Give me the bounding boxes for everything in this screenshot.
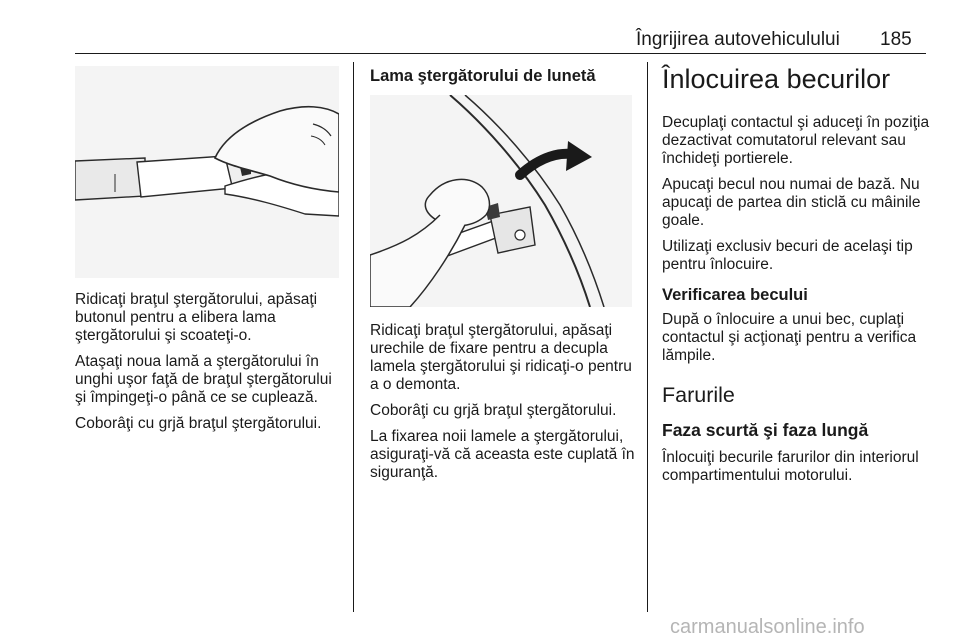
watermark: carmanualsonline.info bbox=[670, 616, 865, 638]
right-intro-3: Utilizaţi exclusiv becuri de acelaşi tip pentru înlocuire. bbox=[662, 238, 913, 273]
headlights-title: Farurile bbox=[662, 383, 735, 407]
left-column bbox=[75, 291, 345, 441]
middle-column bbox=[370, 322, 640, 490]
beam-text: Înlocuiţi becurile farurilor din interiorul compartimentului motorului. bbox=[662, 449, 919, 484]
bulb-check-text: După o înlocuire a unui bec, cuplaţi contactul şi acţionaţi pentru a verifica lămpile. bbox=[662, 311, 917, 364]
right-column bbox=[662, 64, 932, 493]
bulb-replacement-title: Înlocuirea becurilor bbox=[662, 64, 891, 94]
right-intro-2: Apucaţi becul nou numai de bază. Nu apucaţi de partea din sticlă cu mâinile goale. bbox=[662, 176, 921, 229]
wiper-blade-release-illustration bbox=[75, 66, 339, 278]
left-paragraph-2: Ataşaţi noua lamă a ştergătorului în unghi uşor faţă de braţul ştergătorului şi împingeţi-o până ce se cuplează. bbox=[75, 353, 332, 406]
middle-heading-wrap bbox=[370, 67, 640, 92]
right-intro-1: Decuplaţi contactul şi aduceţi în poziţia dezactivat comutatorul relevant sau închideţi portierele. bbox=[662, 114, 930, 167]
left-paragraph-1: Ridicaţi braţul ştergătorului, apăsaţi butonul pentru a elibera lama ştergătorului şi scoateţi-o. bbox=[75, 291, 318, 344]
bulb-check-heading: Verificarea becului bbox=[662, 286, 808, 304]
left-paragraph-3: Coborâţi cu grjă braţul ştergătorului. bbox=[75, 415, 322, 432]
middle-paragraph-2: Coborâţi cu grjă braţul ştergătorului. bbox=[370, 402, 617, 419]
rear-wiper-heading: Lama ştergătorului de lunetă bbox=[370, 67, 596, 85]
middle-paragraph-3: La fixarea noii lamele a ştergătorului, asiguraţi-vă că aceasta este cuplată în siguranţă. bbox=[370, 428, 635, 481]
column-divider-left bbox=[353, 62, 354, 612]
header-rule bbox=[75, 53, 926, 54]
beam-heading: Faza scurtă şi faza lungă bbox=[662, 420, 869, 440]
header-title: Îngrijirea autovehiculului bbox=[636, 29, 840, 50]
column-divider-right bbox=[647, 62, 648, 612]
middle-paragraph-1: Ridicaţi braţul ştergătorului, apăsaţi urechile de fixare pentru a decupla lamela ştergătorului şi ridicaţi-o pentru a o demonta. bbox=[370, 322, 632, 393]
rear-wiper-blade-illustration bbox=[370, 95, 632, 307]
page-number: 185 bbox=[880, 29, 912, 50]
